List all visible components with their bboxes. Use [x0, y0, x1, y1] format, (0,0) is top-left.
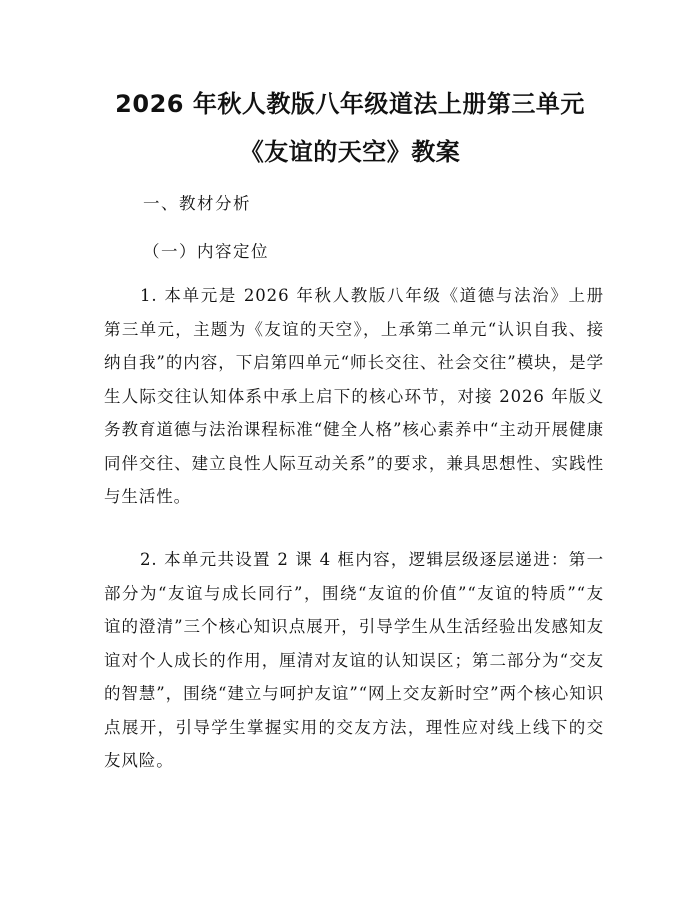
section-heading: 一、教材分析 — [143, 194, 251, 213]
paragraph-2: 2. 本单元共设置 2 课 4 框内容，逻辑层级逐层递进：第一部分为“友谊与成长同行”，围绕“友谊的价值”“友谊的特质”“友谊的澄清”三个核心知识点展开，引导学生从生活经验出发感知友谊对个人成长的作用，厘清对友谊的认知误区；第二部分为“交友的智慧”，围绕“建立与呵护友谊”“网上交友新时空”两个核心知识点展开，引导学生掌握实用的交友方法，理性应对线上线下的交友风险。 — [104, 550, 604, 770]
paragraph-1: 1. 本单元是 2026 年秋人教版八年级《道德与法治》上册第三单元，主题为《友谊的天空》，上承第二单元“认识自我、接纳自我”的内容，下启第四单元“师长交往、社会交往”模块，是学生人际交往认知体系中承上启下的核心环节，对接 2026 年版义务教育道德与法治课程标准“健全人格”核心素养中“主动开展健康同伴交往、建立良性人际互动关系”的要求，兼具思想性、实践性与生活性。 — [104, 286, 604, 506]
document-title-line-1: 2026 年秋人教版八年级道法上册第三单元 — [115, 90, 585, 118]
document-title-line-2: 《友谊的天空》教案 — [239, 138, 461, 166]
subsection-heading: （一）内容定位 — [143, 242, 269, 261]
